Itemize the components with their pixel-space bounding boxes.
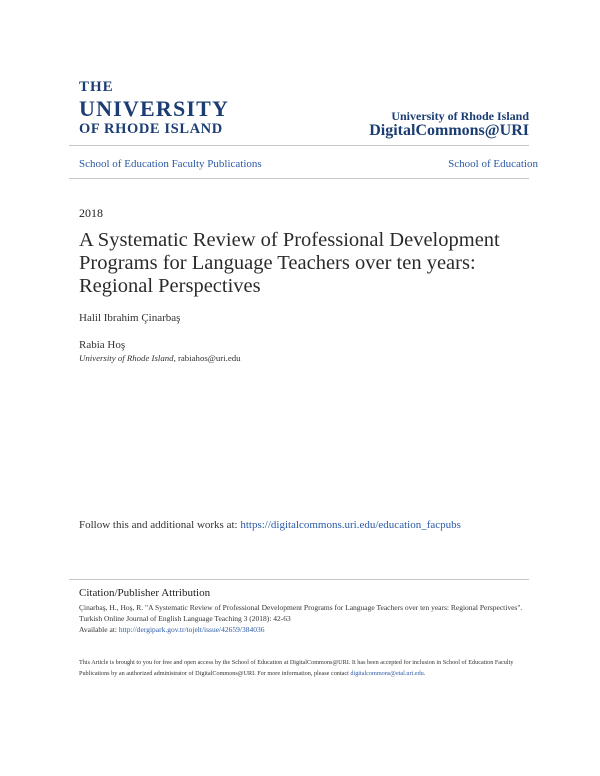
repository-institution: University of Rhode Island: [391, 109, 529, 123]
university-logo-line-rhode-island: OF RHODE ISLAND: [79, 121, 223, 137]
citation-divider: [69, 579, 529, 580]
collection-link[interactable]: School of Education Faculty Publications: [79, 158, 262, 170]
contact-email-link[interactable]: digitalcommons@etal.uri.edu: [350, 669, 424, 677]
department-link[interactable]: School of Education: [448, 158, 538, 170]
citation-heading: Citation/Publisher Attribution: [79, 587, 211, 599]
university-logo-line-the: THE: [79, 79, 114, 95]
author-1: Halil Ibrahim Çinarbaş: [79, 312, 181, 324]
citation-text: Çinarbaş, H., Hoş, R. "A Systematic Review of Professional Development Programs for Language Teachers over ten years: Regional Perspectives". Turkish Online Journal of English Language Teaching 3 (2018): 42-63: [79, 603, 523, 623]
university-logo-line-university: UNIVERSITY: [79, 96, 230, 121]
notice-end: .: [423, 669, 426, 677]
author-2: Rabia Hoş: [79, 339, 126, 351]
available-link[interactable]: http://dergipark.gov.tr/tojelt/issue/42659/384036: [118, 625, 265, 634]
author-2-affiliation-line: [79, 353, 241, 363]
article-title: A Systematic Review of Professional Development Programs for Language Teachers over ten years: Regional Perspectives: [79, 229, 500, 297]
header-divider-top: [69, 145, 529, 146]
notice-text: This Article is brought to you for free and open access by the School of Education at DigitalCommons@URI. It has been accepted for inclusion in School of Education Faculty Publications by an authorized administrator of DigitalCommons@URI. For more information, please contact: [79, 659, 514, 677]
follow-link[interactable]: https://digitalcommons.uri.edu/education_facpubs: [240, 519, 461, 531]
open-access-notice: [79, 658, 539, 679]
follow-label: Follow this and additional works at:: [79, 519, 241, 531]
author-2-email: , rabiahos@uri.edu: [173, 353, 241, 363]
available-label: Available at:: [79, 625, 119, 634]
citation-block: [79, 602, 539, 635]
author-2-affiliation: University of Rhode Island: [79, 353, 174, 363]
repository-name[interactable]: DigitalCommons@URI: [369, 122, 529, 139]
follow-line: [79, 519, 461, 531]
header-divider-bottom: [69, 178, 529, 179]
publication-year: 2018: [79, 206, 103, 220]
